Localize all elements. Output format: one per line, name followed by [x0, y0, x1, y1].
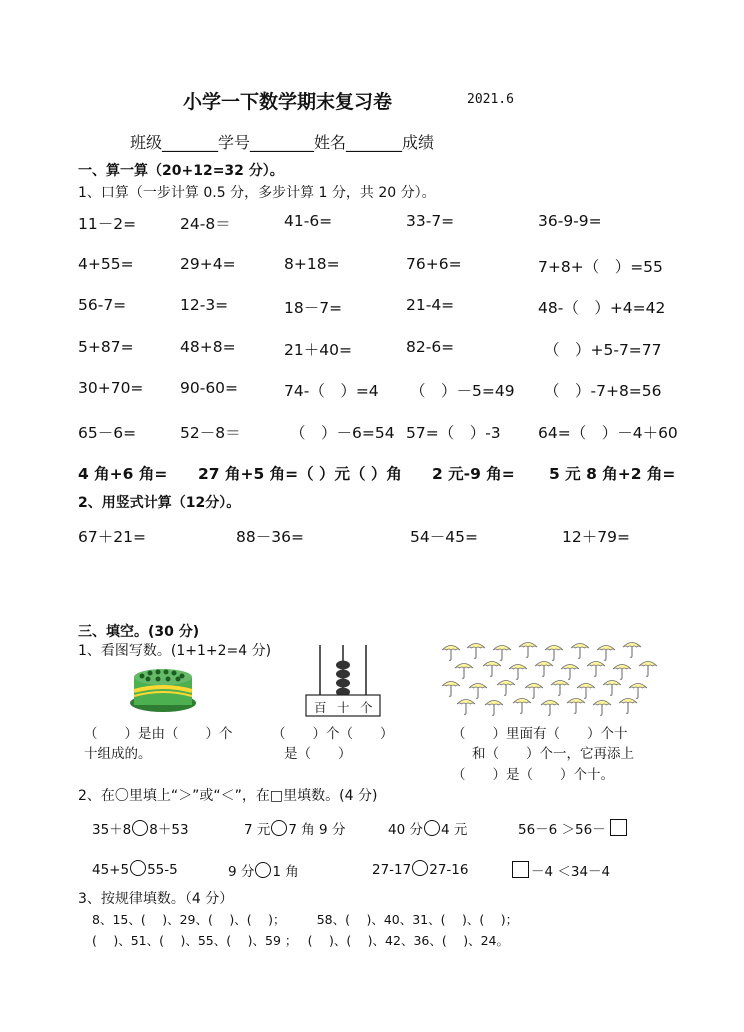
compare-left: 56－6 ＞56－	[518, 822, 606, 838]
compare-right: 8＋53	[149, 822, 189, 838]
problem: 76+6=	[406, 255, 462, 273]
compare-left: 7 元	[244, 822, 271, 838]
problem: 52－8＝	[180, 424, 241, 442]
problem: 48-（ ）+4=42	[538, 299, 666, 317]
fill-question-3-title: 3、按规律填数。（4 分）	[78, 891, 234, 907]
circle-blank[interactable]	[271, 820, 287, 836]
square-blank[interactable]	[610, 819, 627, 836]
picture-3-caption-line3: （ ）是（ ）个十。	[452, 767, 614, 783]
problem: 21＋40=	[284, 341, 352, 359]
compare-item	[388, 818, 467, 838]
pattern-row-1: 8、15、( )、29、( )、( )； 58、( )、40、31、( )、( )；	[92, 912, 519, 927]
problem: 56-7=	[78, 296, 127, 314]
problem: 8+18=	[284, 255, 340, 273]
picture-3-caption-line2: 和（ ）个一，它再添上	[472, 746, 634, 762]
student-info-line: 班级_______学号________姓名_______成绩	[130, 133, 435, 152]
problem: 12-3=	[180, 296, 229, 314]
compare-left: 40 分	[388, 822, 423, 838]
problem: 65－6=	[78, 424, 137, 442]
compare-right: 1 角	[272, 864, 299, 880]
problem: 82-6=	[406, 338, 455, 356]
problem: 7+8+（ ）=55	[538, 258, 663, 276]
compare-left: 45+5	[92, 862, 130, 878]
abacus-label-hundreds: 百	[314, 700, 327, 715]
problem: （ ）-7+8=56	[544, 382, 662, 400]
vertical-problem: 54－45=	[410, 528, 478, 546]
picture-2-caption-line1: （ ）个（ ）	[272, 726, 394, 742]
question-2-title: 2、用竖式计算（12分）。	[78, 495, 241, 511]
problem: 90-60=	[180, 379, 239, 397]
fill-question-2-title: 2、在〇里填上“＞”或“＜”，在□里填数。(4 分)	[78, 788, 378, 804]
stick-bundles-image	[128, 663, 198, 713]
circle-blank[interactable]	[130, 860, 146, 876]
compare-item	[92, 860, 178, 878]
compare-right: 4 元	[440, 822, 468, 838]
problem: 11－2=	[78, 215, 137, 233]
circle-blank[interactable]	[255, 862, 271, 878]
problem: 18－7=	[284, 299, 343, 317]
compare-item	[244, 818, 345, 838]
problem: 74-（ ）=4	[284, 382, 379, 400]
question-1-title: 1、口算（一步计算 0.5 分，多步计算 1 分，共 20 分）。	[78, 185, 436, 201]
page-title: 小学一下数学期末复习卷	[183, 91, 393, 113]
picture-2-caption-line2: 是（ ）	[284, 746, 352, 762]
problem: 21-4=	[406, 296, 455, 314]
compare-left: 9 分	[228, 864, 255, 880]
square-blank[interactable]	[512, 861, 529, 878]
problem: 33-7=	[406, 212, 455, 230]
problem: （ ）+5-7=77	[544, 341, 662, 359]
pattern-row-2: ( )、51、( )、55、( )、59 ； ( )、( )、42、36、( )、24。	[92, 933, 509, 948]
compare-right: 27-16	[429, 862, 469, 878]
circle-blank[interactable]	[132, 820, 148, 836]
problem: 5+87=	[78, 338, 134, 356]
problem: 41-6=	[284, 212, 333, 230]
picture-3-caption-line1: （ ）里面有（ ）个十	[452, 726, 628, 742]
money-problem: 27 角+5 角=（ ）元（ ）角	[198, 465, 402, 483]
problem: （ ）－5=49	[410, 382, 515, 400]
problem: 29+4=	[180, 255, 236, 273]
picture-1-caption-line2: 十组成的。	[84, 746, 152, 762]
money-problem: 2 元-9 角=	[432, 465, 515, 483]
umbrellas-image	[436, 638, 660, 718]
compare-item	[518, 818, 627, 838]
compare-right: －4 ＜34－4	[531, 864, 611, 880]
abacus-label-tens: 十	[337, 700, 350, 715]
compare-left: 27-17	[372, 862, 412, 878]
compare-left: 35＋8	[92, 822, 132, 838]
vertical-problem: 88－36=	[236, 528, 304, 546]
compare-item	[372, 860, 468, 878]
problem: 57=（ ）-3	[406, 424, 501, 442]
problem: 64=（ ）－4＋60	[538, 424, 678, 442]
problem: （ ）－6=54	[290, 424, 395, 442]
vertical-problem: 12＋79=	[562, 528, 630, 546]
money-problem: 5 元 8 角+2 角=	[549, 465, 676, 483]
compare-item	[228, 860, 299, 880]
compare-item	[512, 860, 610, 880]
vertical-problem: 67＋21=	[78, 528, 146, 546]
section-1-title: 一、算一算（20+12=32 分）。	[78, 163, 284, 179]
problem: 4+55=	[78, 255, 134, 273]
circle-blank[interactable]	[424, 820, 440, 836]
compare-item	[92, 818, 189, 838]
problem: 48+8=	[180, 338, 236, 356]
picture-1-caption-line1: （ ）是由（ ）个	[84, 726, 233, 742]
problem: 24-8＝	[180, 215, 231, 233]
problem: 36-9-9=	[538, 212, 602, 230]
abacus-label-ones: 个	[360, 700, 373, 715]
section-3-title: 三、填空。(30 分)	[78, 624, 200, 640]
money-problem: 4 角+6 角=	[78, 465, 168, 483]
exam-date: 2021.6	[467, 92, 514, 107]
fill-question-1-title: 1、看图写数。(1+1+2=4 分)	[78, 643, 272, 659]
problem: 30+70=	[78, 379, 144, 397]
circle-blank[interactable]	[412, 860, 428, 876]
compare-right: 55-5	[147, 862, 178, 878]
compare-right: 7 角 9 分	[288, 822, 346, 838]
